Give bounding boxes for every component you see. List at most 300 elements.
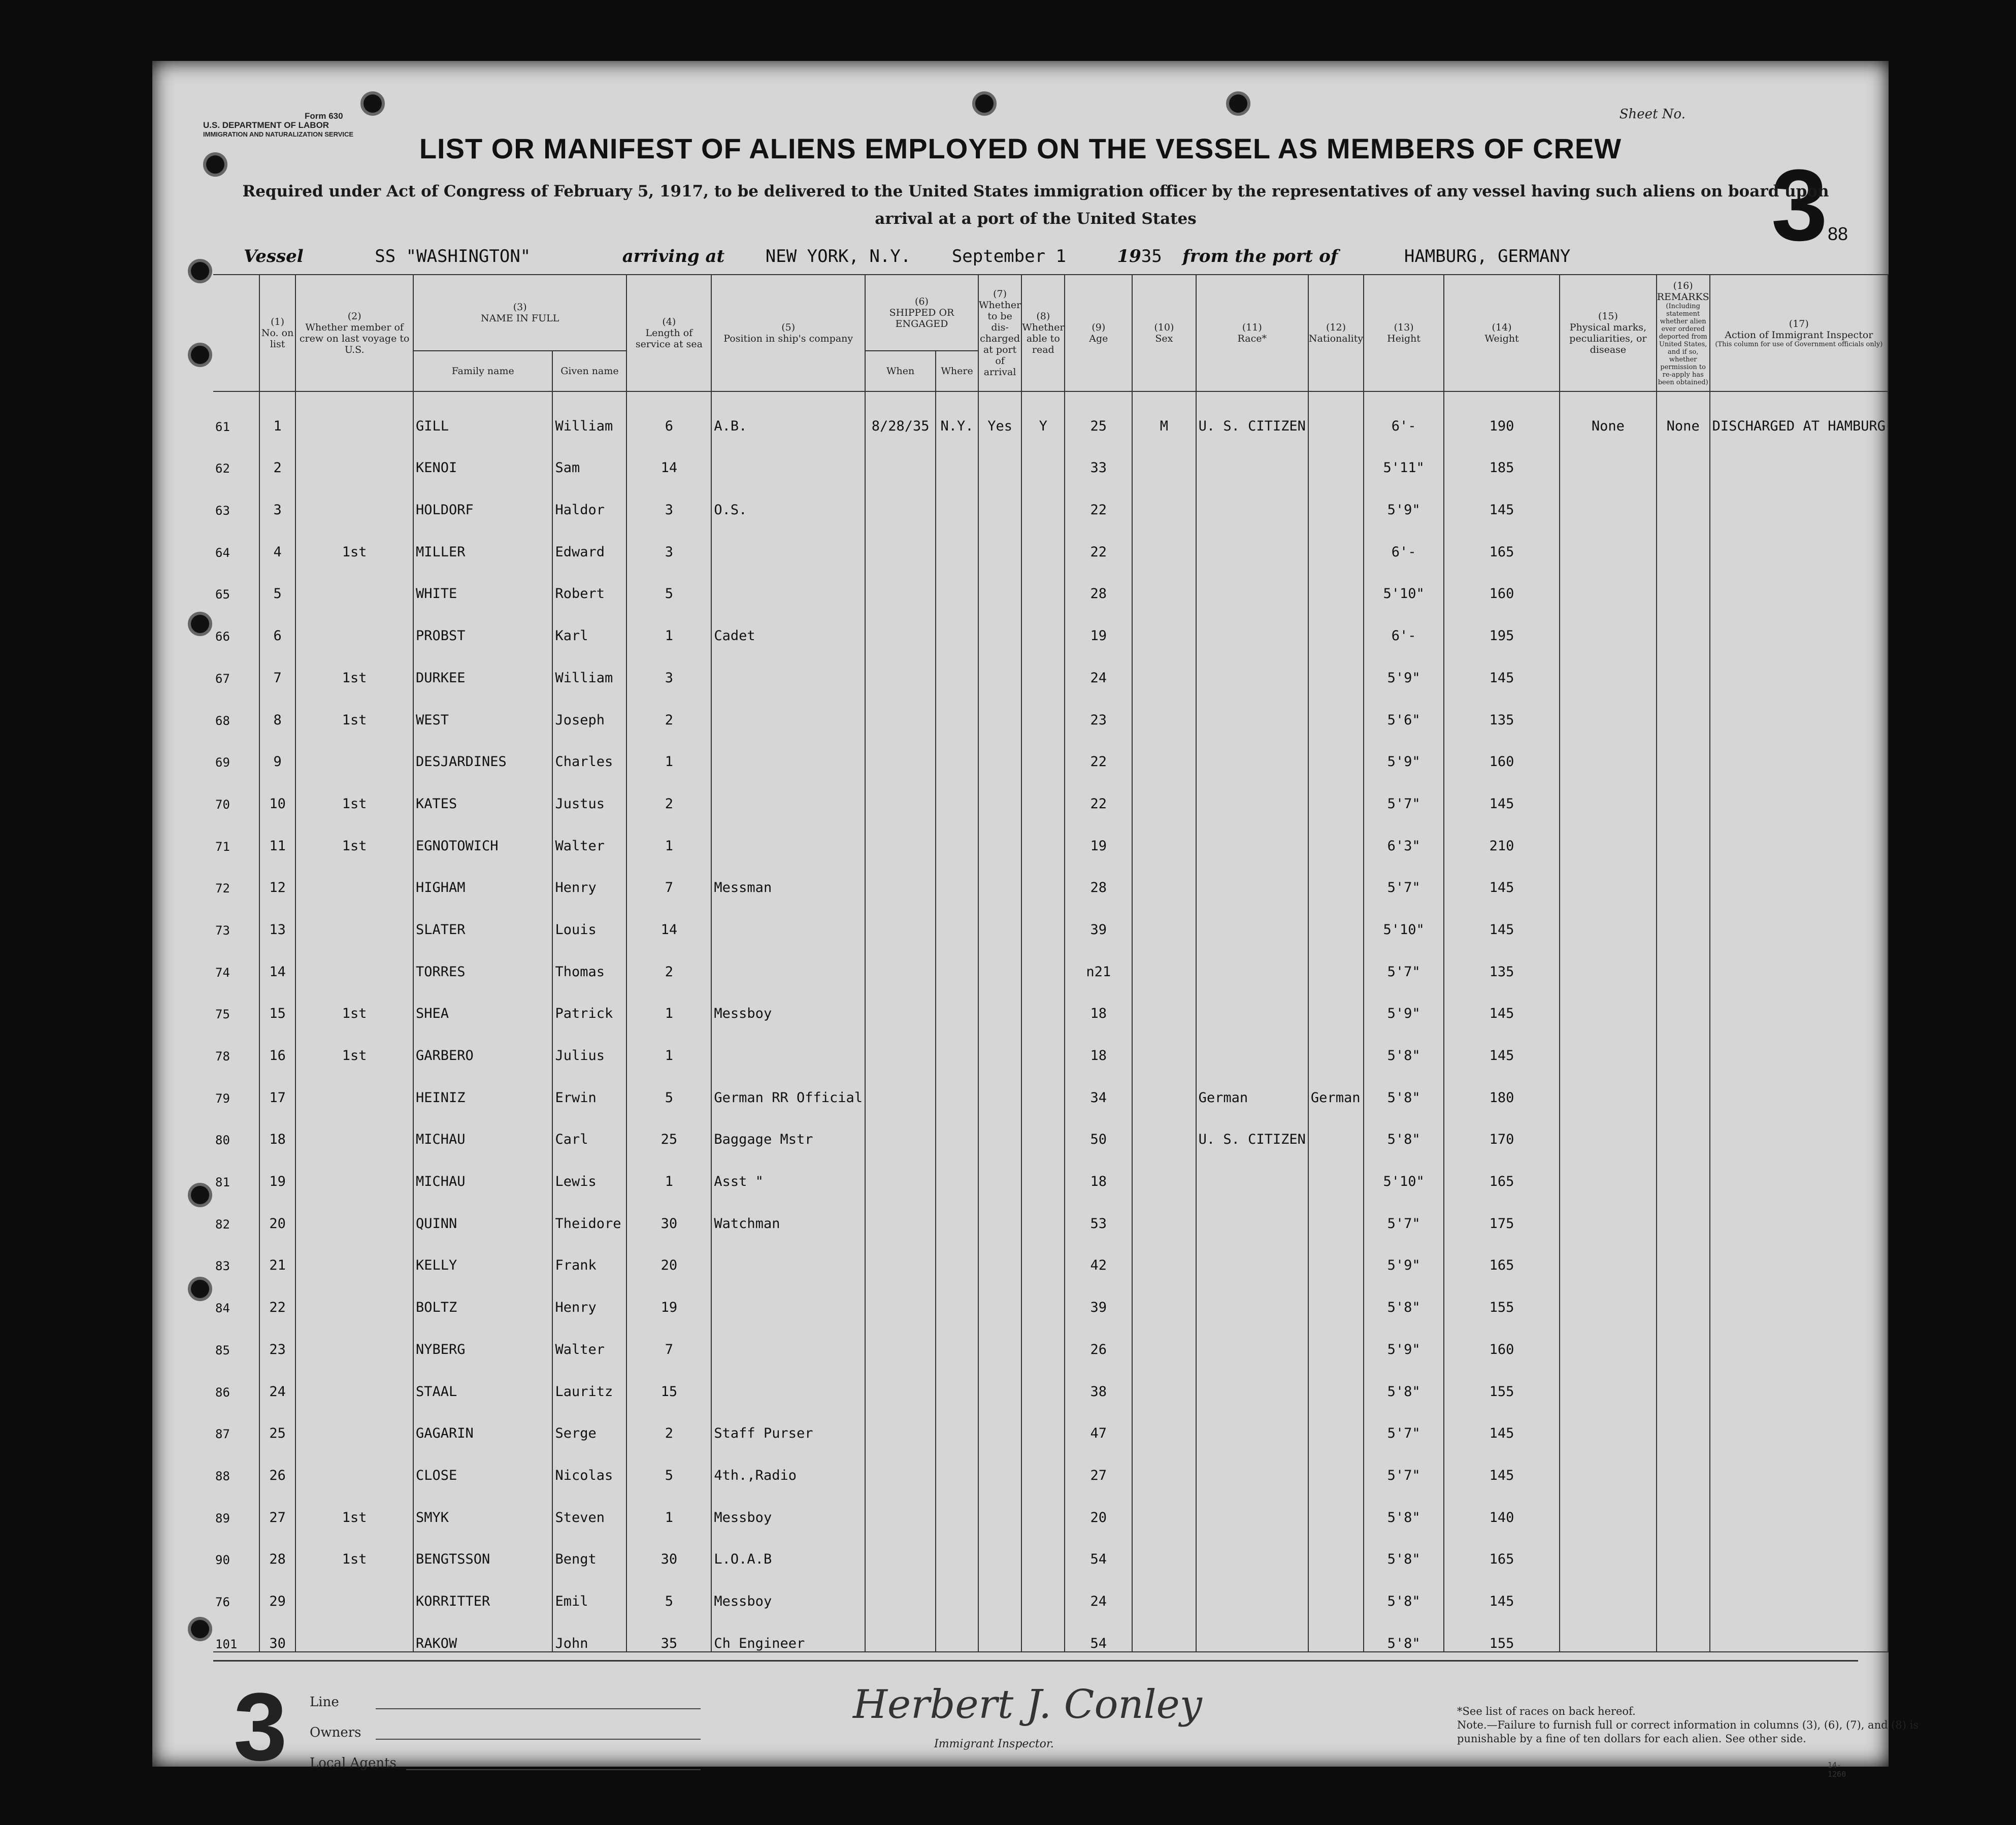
weight: 145	[1444, 980, 1560, 1022]
shipped-when	[865, 938, 936, 980]
remarks	[1657, 1189, 1710, 1232]
able-to-read	[1021, 602, 1065, 644]
footer-section	[213, 1660, 1919, 1781]
sex	[1132, 644, 1196, 686]
nationality	[1308, 391, 1364, 434]
family-name: HOLDORF	[413, 476, 553, 518]
remarks	[1657, 1315, 1710, 1357]
able-to-read	[1021, 1147, 1065, 1189]
discharged	[978, 1609, 1021, 1652]
given-name: John	[552, 1609, 626, 1652]
row-margin-number: 84	[213, 1273, 259, 1315]
discharged	[978, 602, 1021, 644]
row-number: 28	[259, 1525, 296, 1568]
sex	[1132, 1567, 1196, 1609]
position: Messboy	[711, 980, 865, 1022]
row-number: 27	[259, 1483, 296, 1525]
race	[1196, 1189, 1308, 1232]
table-row	[213, 391, 1888, 434]
sex	[1132, 1147, 1196, 1189]
remarks	[1657, 728, 1710, 770]
able-to-read	[1021, 895, 1065, 938]
sex	[1132, 1232, 1196, 1274]
height: 5'7"	[1364, 770, 1444, 812]
row-number: 13	[259, 895, 296, 938]
table-row	[213, 1232, 1888, 1274]
row-margin-number: 63	[213, 476, 259, 518]
inspector-action	[1710, 686, 1888, 728]
table-row	[213, 1400, 1888, 1442]
sex	[1132, 812, 1196, 854]
given-name: Lewis	[552, 1147, 626, 1189]
penalty-note: Note.—Failure to furnish full or correct information in columns (3), (6), (7), and (8) is punishable by a fine of ten dollars for each alien. See other side.	[1457, 1719, 1919, 1745]
family-name: WHITE	[413, 560, 553, 602]
last-voyage	[295, 434, 413, 476]
physical-marks	[1560, 1567, 1657, 1609]
family-name: STAAL	[413, 1357, 553, 1400]
position	[711, 770, 865, 812]
crew-table	[213, 274, 1889, 1652]
row-number: 18	[259, 1106, 296, 1148]
age: 39	[1065, 895, 1132, 938]
last-voyage: 1st	[295, 812, 413, 854]
weight: 180	[1444, 1064, 1560, 1106]
able-to-read	[1021, 854, 1065, 896]
able-to-read	[1021, 1609, 1065, 1652]
inspector-action	[1710, 895, 1888, 938]
inspector-action	[1710, 1315, 1888, 1357]
inspector-action: DISCHARGED AT HAMBURG	[1710, 391, 1888, 434]
position: Asst "	[711, 1147, 865, 1189]
race	[1196, 895, 1308, 938]
sex	[1132, 1273, 1196, 1315]
family-name: EGNOTOWICH	[413, 812, 553, 854]
weight: 135	[1444, 686, 1560, 728]
inspector-action	[1710, 728, 1888, 770]
length-of-service: 1	[626, 728, 711, 770]
shipped-where	[936, 1400, 978, 1442]
age: 38	[1065, 1357, 1132, 1400]
shipped-where	[936, 895, 978, 938]
remarks	[1657, 1400, 1710, 1442]
physical-marks	[1560, 1232, 1657, 1274]
sex	[1132, 895, 1196, 938]
row-number: 21	[259, 1232, 296, 1274]
able-to-read	[1021, 518, 1065, 560]
table-row	[213, 728, 1888, 770]
able-to-read	[1021, 434, 1065, 476]
shipped-where	[936, 518, 978, 560]
sex	[1132, 728, 1196, 770]
able-to-read	[1021, 770, 1065, 812]
able-to-read	[1021, 1357, 1065, 1400]
row-margin-number: 87	[213, 1400, 259, 1442]
row-number: 30	[259, 1609, 296, 1652]
table-row	[213, 1189, 1888, 1232]
shipped-when	[865, 854, 936, 896]
inspector-action	[1710, 854, 1888, 896]
physical-marks	[1560, 1106, 1657, 1148]
shipped-where	[936, 938, 978, 980]
row-number: 20	[259, 1189, 296, 1232]
family-name: GARBERO	[413, 1021, 553, 1064]
row-number: 24	[259, 1357, 296, 1400]
inspector-action	[1710, 476, 1888, 518]
shipped-when	[865, 1357, 936, 1400]
last-voyage: 1st	[295, 1021, 413, 1064]
physical-marks	[1560, 1189, 1657, 1232]
age: 42	[1065, 1232, 1132, 1274]
physical-marks	[1560, 434, 1657, 476]
arriving-port: NEW YORK, N.Y.	[765, 246, 911, 267]
height: 5'10"	[1364, 1147, 1444, 1189]
given-name: Justus	[552, 770, 626, 812]
sex	[1132, 938, 1196, 980]
race	[1196, 812, 1308, 854]
age: 18	[1065, 1147, 1132, 1189]
row-margin-number: 90	[213, 1525, 259, 1568]
row-margin-number: 89	[213, 1483, 259, 1525]
weight: 160	[1444, 728, 1560, 770]
shipped-where	[936, 1273, 978, 1315]
age: 19	[1065, 812, 1132, 854]
able-to-read	[1021, 686, 1065, 728]
last-voyage	[295, 938, 413, 980]
remarks	[1657, 1106, 1710, 1148]
owners-label: Owners	[310, 1725, 361, 1740]
height: 5'9"	[1364, 980, 1444, 1022]
last-voyage: 1st	[295, 644, 413, 686]
family-name: MICHAU	[413, 1106, 553, 1148]
family-name: GILL	[413, 391, 553, 434]
race: U. S. CITIZEN	[1196, 391, 1308, 434]
remarks	[1657, 686, 1710, 728]
punch-hole	[188, 1617, 212, 1641]
length-of-service: 5	[626, 1567, 711, 1609]
height: 5'10"	[1364, 895, 1444, 938]
form-code: 14-1260	[1828, 1761, 1846, 1779]
weight: 160	[1444, 1315, 1560, 1357]
physical-marks	[1560, 1064, 1657, 1106]
nationality	[1308, 895, 1364, 938]
physical-marks	[1560, 728, 1657, 770]
age: 19	[1065, 602, 1132, 644]
able-to-read	[1021, 728, 1065, 770]
header-height: (13) Height	[1364, 275, 1444, 391]
last-voyage	[295, 1147, 413, 1189]
row-margin-number: 64	[213, 518, 259, 560]
row-margin-number: 73	[213, 895, 259, 938]
family-name: NYBERG	[413, 1315, 553, 1357]
family-name: CLOSE	[413, 1441, 553, 1483]
remarks	[1657, 938, 1710, 980]
height: 5'8"	[1364, 1525, 1444, 1568]
table-row	[213, 854, 1888, 896]
physical-marks	[1560, 1525, 1657, 1568]
shipped-where	[936, 1567, 978, 1609]
physical-marks	[1560, 770, 1657, 812]
header-given-name: Given name	[552, 351, 626, 391]
row-margin-number: 79	[213, 1064, 259, 1106]
height: 5'8"	[1364, 1064, 1444, 1106]
race	[1196, 728, 1308, 770]
discharged	[978, 560, 1021, 602]
physical-marks	[1560, 1357, 1657, 1400]
shipped-when	[865, 895, 936, 938]
height: 5'8"	[1364, 1106, 1444, 1148]
owners-field	[376, 1739, 701, 1740]
nationality: German	[1308, 1064, 1364, 1106]
row-number: 2	[259, 434, 296, 476]
last-voyage	[295, 854, 413, 896]
header-action: (17) Action of Immigrant Inspector (This column for use of Government officials only)	[1710, 275, 1888, 391]
position	[711, 560, 865, 602]
age: 28	[1065, 560, 1132, 602]
header-shipped: (6) SHIPPED OR ENGAGED	[865, 275, 978, 351]
family-name: MILLER	[413, 518, 553, 560]
remarks	[1657, 1525, 1710, 1568]
age: 54	[1065, 1609, 1132, 1652]
row-number: 15	[259, 980, 296, 1022]
nationality	[1308, 560, 1364, 602]
header-last-voyage: (2) Whether member of crew on last voyage to U.S.	[295, 275, 413, 391]
nationality	[1308, 1357, 1364, 1400]
physical-marks	[1560, 1273, 1657, 1315]
row-margin-number: 72	[213, 854, 259, 896]
inspector-action	[1710, 644, 1888, 686]
length-of-service: 5	[626, 560, 711, 602]
remarks	[1657, 895, 1710, 938]
shipped-when	[865, 602, 936, 644]
table-body	[213, 391, 1888, 1652]
discharged	[978, 895, 1021, 938]
last-voyage	[295, 895, 413, 938]
row-number: 16	[259, 1021, 296, 1064]
remarks	[1657, 854, 1710, 896]
height: 5'8"	[1364, 1567, 1444, 1609]
length-of-service: 3	[626, 518, 711, 560]
height: 6'-	[1364, 518, 1444, 560]
family-name: KORRITTER	[413, 1567, 553, 1609]
weight: 145	[1444, 895, 1560, 938]
length-of-service: 3	[626, 476, 711, 518]
sex	[1132, 1400, 1196, 1442]
remarks	[1657, 1441, 1710, 1483]
header-age: (9) Age	[1065, 275, 1132, 391]
table-row	[213, 1567, 1888, 1609]
shipped-where	[936, 1189, 978, 1232]
physical-marks	[1560, 1483, 1657, 1525]
position	[711, 1021, 865, 1064]
nationality	[1308, 644, 1364, 686]
inspector-action	[1710, 1147, 1888, 1189]
vessel-info	[244, 246, 1817, 267]
position: Messboy	[711, 1567, 865, 1609]
able-to-read	[1021, 1064, 1065, 1106]
race	[1196, 476, 1308, 518]
row-margin-number: 67	[213, 644, 259, 686]
height: 5'9"	[1364, 1315, 1444, 1357]
given-name: Carl	[552, 1106, 626, 1148]
age: 39	[1065, 1273, 1132, 1315]
weight: 165	[1444, 1147, 1560, 1189]
height: 5'6"	[1364, 686, 1444, 728]
punch-hole	[188, 612, 212, 636]
shipped-when	[865, 1189, 936, 1232]
able-to-read	[1021, 1273, 1065, 1315]
given-name: Edward	[552, 518, 626, 560]
age: 22	[1065, 476, 1132, 518]
height: 5'8"	[1364, 1357, 1444, 1400]
shipped-where	[936, 686, 978, 728]
table-row	[213, 1021, 1888, 1064]
length-of-service: 1	[626, 980, 711, 1022]
shipped-when	[865, 812, 936, 854]
given-name: Haldor	[552, 476, 626, 518]
inspector-action	[1710, 1357, 1888, 1400]
position	[711, 1232, 865, 1274]
last-voyage	[295, 1189, 413, 1232]
shipped-when	[865, 1147, 936, 1189]
sex	[1132, 1483, 1196, 1525]
nationality	[1308, 1525, 1364, 1568]
physical-marks	[1560, 895, 1657, 938]
position	[711, 1357, 865, 1400]
sex	[1132, 770, 1196, 812]
remarks	[1657, 560, 1710, 602]
inspector-action	[1710, 1021, 1888, 1064]
row-number: 17	[259, 1064, 296, 1106]
length-of-service: 19	[626, 1273, 711, 1315]
nationality	[1308, 518, 1364, 560]
table-row	[213, 1357, 1888, 1400]
row-number: 9	[259, 728, 296, 770]
shipped-when	[865, 518, 936, 560]
nationality	[1308, 980, 1364, 1022]
remarks	[1657, 812, 1710, 854]
header-position: (5) Position in ship's company	[711, 275, 865, 391]
table-row	[213, 812, 1888, 854]
sex	[1132, 1021, 1196, 1064]
nationality	[1308, 434, 1364, 476]
remarks	[1657, 770, 1710, 812]
race	[1196, 1525, 1308, 1568]
race	[1196, 644, 1308, 686]
family-name: MICHAU	[413, 1147, 553, 1189]
length-of-service: 1	[626, 1021, 711, 1064]
row-number: 1	[259, 391, 296, 434]
inspector-action	[1710, 1441, 1888, 1483]
weight: 145	[1444, 1021, 1560, 1064]
discharged	[978, 728, 1021, 770]
position: Messman	[711, 854, 865, 896]
weight: 145	[1444, 1567, 1560, 1609]
inspector-action	[1710, 1273, 1888, 1315]
line-field	[376, 1708, 701, 1709]
shipped-where	[936, 1441, 978, 1483]
race: U. S. CITIZEN	[1196, 1106, 1308, 1148]
physical-marks	[1560, 980, 1657, 1022]
position: Baggage Mstr	[711, 1106, 865, 1148]
position: 4th.,Radio	[711, 1441, 865, 1483]
physical-marks	[1560, 602, 1657, 644]
sex	[1132, 560, 1196, 602]
race	[1196, 1147, 1308, 1189]
remarks	[1657, 1567, 1710, 1609]
position	[711, 812, 865, 854]
row-margin-number: 69	[213, 728, 259, 770]
row-margin-number: 81	[213, 1147, 259, 1189]
family-name: DESJARDINES	[413, 728, 553, 770]
row-margin-number: 68	[213, 686, 259, 728]
shipped-where	[936, 434, 978, 476]
family-name: HEINIZ	[413, 1064, 553, 1106]
family-name: WEST	[413, 686, 553, 728]
height: 5'11"	[1364, 434, 1444, 476]
nationality	[1308, 1441, 1364, 1483]
nationality	[1308, 1147, 1364, 1189]
discharged	[978, 1021, 1021, 1064]
discharged	[978, 1525, 1021, 1568]
position: O.S.	[711, 476, 865, 518]
age: 23	[1065, 686, 1132, 728]
shipped-where	[936, 812, 978, 854]
sex	[1132, 1357, 1196, 1400]
length-of-service: 1	[626, 1483, 711, 1525]
position: German RR Official	[711, 1064, 865, 1106]
family-name: PROBST	[413, 602, 553, 644]
row-margin-number: 85	[213, 1315, 259, 1357]
inspector-action	[1710, 938, 1888, 980]
shipped-when: 8/28/35	[865, 391, 936, 434]
table-row	[213, 1441, 1888, 1483]
table-row	[213, 1315, 1888, 1357]
race	[1196, 1232, 1308, 1274]
footer-sheet-number: 3	[234, 1673, 287, 1781]
race	[1196, 1315, 1308, 1357]
race	[1196, 1357, 1308, 1400]
sex	[1132, 602, 1196, 644]
last-voyage	[295, 476, 413, 518]
remarks	[1657, 1357, 1710, 1400]
row-margin-number: 76	[213, 1567, 259, 1609]
last-voyage: 1st	[295, 980, 413, 1022]
punch-hole	[188, 259, 212, 283]
given-name: Julius	[552, 1021, 626, 1064]
sex	[1132, 1609, 1196, 1652]
sheet-suffix: 88	[1827, 223, 1848, 244]
weight: 165	[1444, 518, 1560, 560]
inspector-label: Immigrant Inspector.	[934, 1738, 1054, 1750]
able-to-read	[1021, 1021, 1065, 1064]
physical-marks	[1560, 560, 1657, 602]
discharged	[978, 476, 1021, 518]
shipped-when	[865, 728, 936, 770]
service-line: IMMIGRATION AND NATURALIZATION SERVICE	[203, 130, 354, 138]
height: 5'8"	[1364, 1483, 1444, 1525]
family-name: SHEA	[413, 980, 553, 1022]
physical-marks	[1560, 686, 1657, 728]
length-of-service: 1	[626, 1147, 711, 1189]
given-name: Nicolas	[552, 1441, 626, 1483]
height: 5'7"	[1364, 938, 1444, 980]
race	[1196, 980, 1308, 1022]
discharged	[978, 1147, 1021, 1189]
shipped-where	[936, 1021, 978, 1064]
row-number: 7	[259, 644, 296, 686]
header-name-in-full: (3) NAME IN FULL	[413, 275, 626, 351]
row-margin-number: 61	[213, 391, 259, 434]
